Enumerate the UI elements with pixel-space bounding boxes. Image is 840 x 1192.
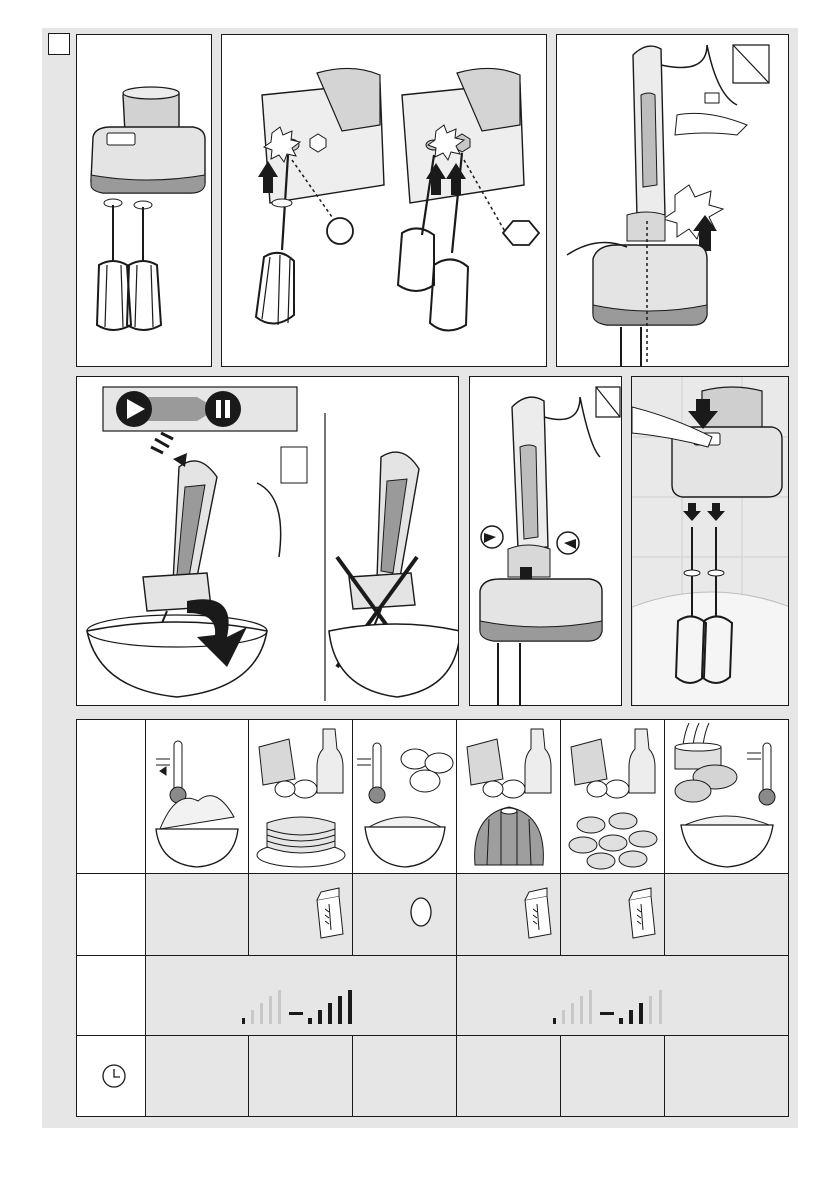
row-header-food xyxy=(76,719,146,874)
time-cell-cake xyxy=(457,1036,561,1117)
cooking-pot-icon xyxy=(675,723,721,769)
row-header-ingredient xyxy=(76,874,146,956)
panel-hand-mixer-assembled xyxy=(76,34,212,367)
whipped-cream-bowl-icon xyxy=(156,796,238,867)
usage-table xyxy=(76,719,789,1117)
food-cell-cookies xyxy=(561,719,665,874)
ingredient-cell-egg-whites xyxy=(353,874,457,956)
flour-bag-icon xyxy=(561,874,665,956)
speed-range-mid-bars xyxy=(619,990,662,1024)
potatoes-icon xyxy=(675,765,737,802)
food-cell-mashed-potatoes xyxy=(665,719,789,874)
egg-white-bowl-icon xyxy=(365,817,445,867)
cookies-icon xyxy=(569,813,657,869)
time-cell-pancakes xyxy=(249,1036,353,1117)
thermometer-icon xyxy=(357,743,385,803)
egg-icon xyxy=(353,874,457,956)
time-cell-egg-whites xyxy=(353,1036,457,1117)
ingredient-cell-cake xyxy=(457,874,561,956)
flour-bag-icon xyxy=(249,874,353,956)
speed-range-dash xyxy=(600,1012,614,1015)
food-cell-egg-whites xyxy=(353,719,457,874)
pancake-stack-icon xyxy=(257,817,345,867)
food-cell-cream xyxy=(146,719,249,874)
row-header-time xyxy=(76,1036,146,1117)
speed-range-high-bars xyxy=(308,990,352,1024)
flour-milk-eggs-icon xyxy=(571,729,655,798)
ingredient-cell-cream xyxy=(146,874,249,956)
panel-detach-motor-part xyxy=(469,376,622,706)
food-cell-cake xyxy=(457,719,561,874)
time-cell-cream xyxy=(146,1036,249,1117)
panel-attach-motor-part xyxy=(556,34,789,367)
play-icon xyxy=(116,391,152,427)
bundt-cake-icon xyxy=(475,807,544,865)
flour-milk-eggs-icon xyxy=(467,729,551,798)
pause-icon xyxy=(205,391,241,427)
ingredient-cell-cookies xyxy=(561,874,665,956)
panel-eject-beaters xyxy=(631,376,789,706)
flour-bag-icon xyxy=(457,874,561,956)
ingredient-cell-pancakes xyxy=(249,874,353,956)
panel-operating-mixer xyxy=(76,376,459,706)
eggs-icon xyxy=(401,749,453,792)
row-header-speed xyxy=(76,956,146,1036)
food-cell-pancakes xyxy=(249,719,353,874)
step-number-box xyxy=(48,33,70,55)
clock-icon xyxy=(76,1036,146,1117)
panel-beater-insertion xyxy=(221,34,547,367)
thermometer-icon xyxy=(747,743,775,805)
speed-range-low-bars xyxy=(242,990,281,1024)
thermometer-icon xyxy=(156,741,186,803)
ingredient-cell-mashed-potatoes xyxy=(665,874,789,956)
speed-range-low-bars xyxy=(553,990,592,1024)
time-cell-mashed-potatoes xyxy=(665,1036,789,1117)
time-cell-cookies xyxy=(561,1036,665,1117)
speed-cell-low xyxy=(457,956,789,1036)
speed-cell-high xyxy=(146,956,457,1036)
flour-milk-eggs-icon xyxy=(259,729,343,798)
mash-bowl-icon xyxy=(681,816,773,867)
speed-range-dash xyxy=(289,1012,303,1015)
